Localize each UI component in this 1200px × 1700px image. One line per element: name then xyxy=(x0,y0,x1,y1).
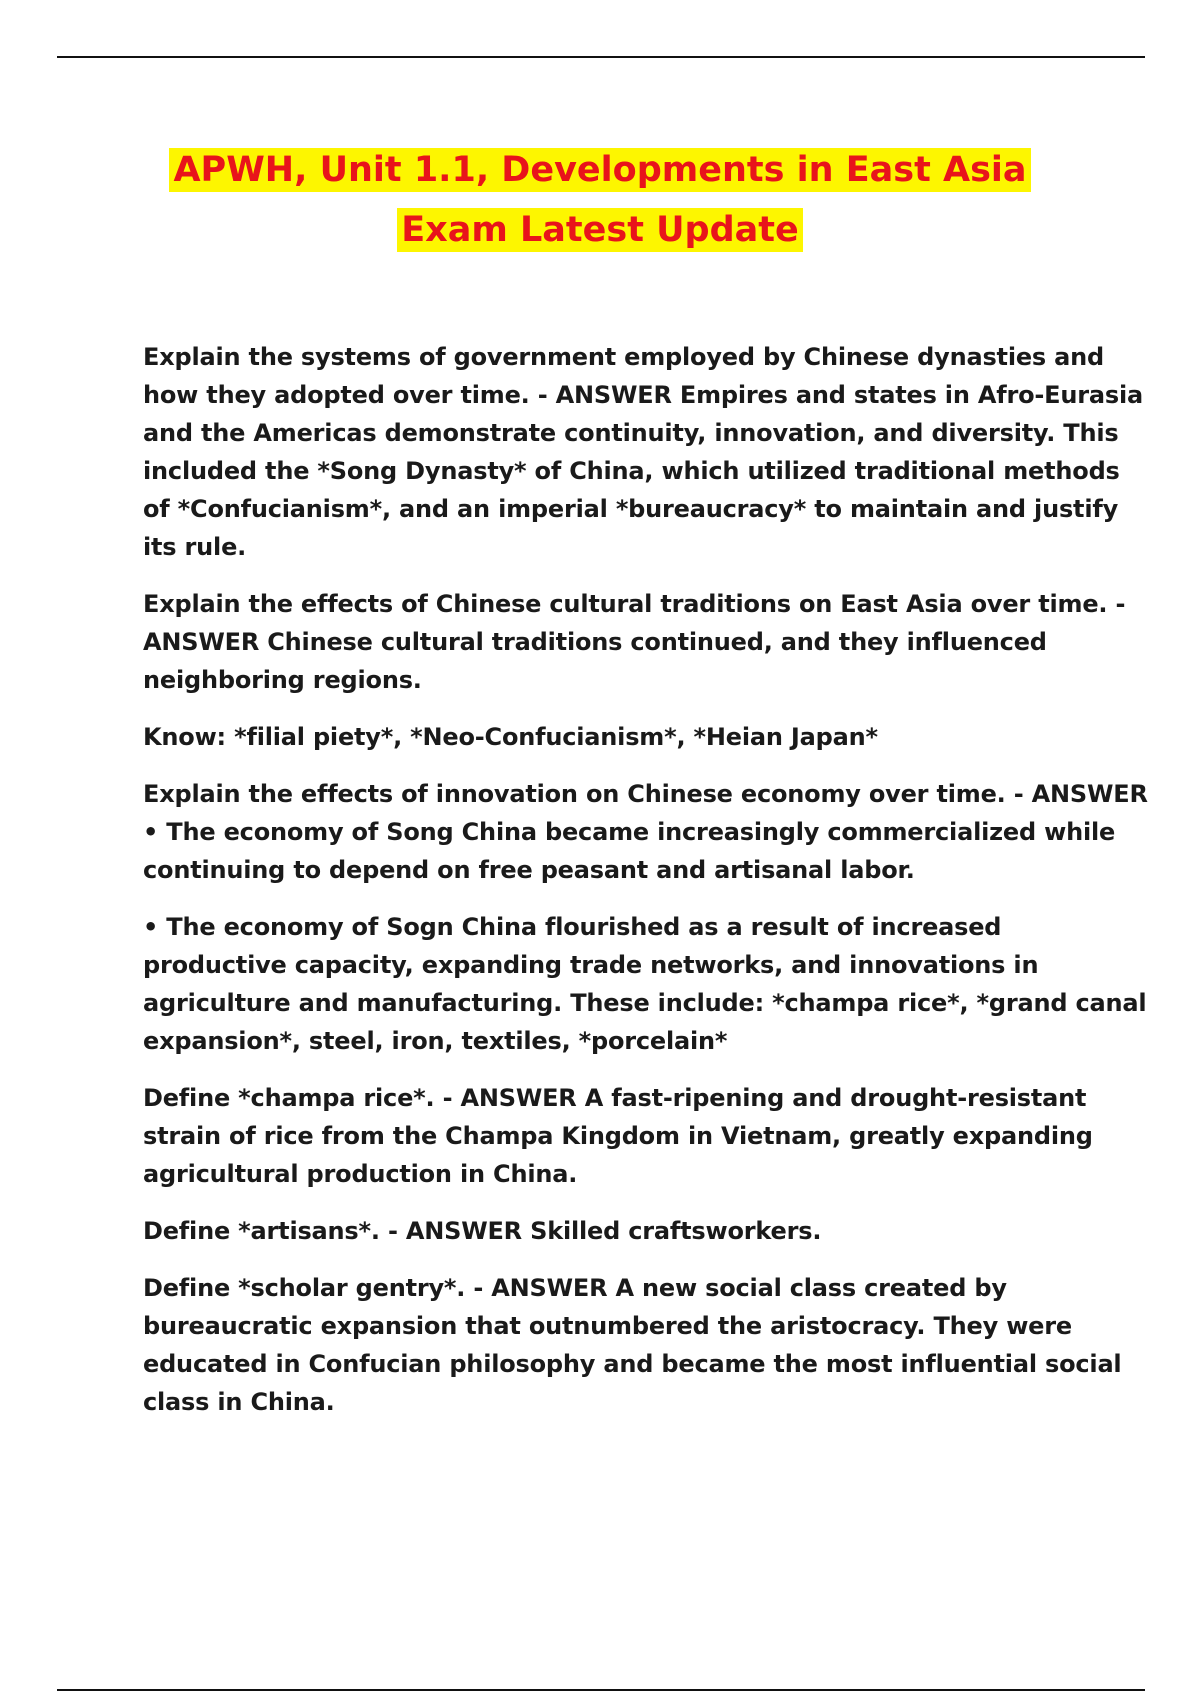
top-rule xyxy=(57,56,1145,58)
document-body xyxy=(143,338,1153,1440)
paragraph-artisans: Define *artisans*. - ANSWER Skilled craftsworkers. xyxy=(143,1217,822,1245)
title-line-2: Exam Latest Update xyxy=(397,208,803,252)
document-title xyxy=(0,140,1200,260)
paragraph-champa-rice: Define *champa rice*. - ANSWER A fast-ripening and drought-resistant strain of rice from the Champa Kingdom in Vietnam, greatly expanding agricultural production in China. xyxy=(143,1084,1093,1188)
paragraph-government: Explain the systems of government employed by Chinese dynasties and how they adopted over time. - ANSWER Empires and states in Afro-Eurasia and the Americas demonstrate continuity, innovation, and diversity. This included the *Song Dynasty* of China, which utilized traditional methods of *Confucianism*, and an imperial *bureaucracy* to maintain and justify its rule. xyxy=(143,343,1143,561)
paragraph-know-terms: Know: *filial piety*, *Neo-Confucianism*, *Heian Japan* xyxy=(143,723,878,751)
paragraph-scholar-gentry: Define *scholar gentry*. - ANSWER A new social class created by bureaucratic expansion that outnumbered the aristocracy. They were educated in Confucian philosophy and became the most influential social class in China. xyxy=(143,1274,1122,1416)
title-line-1: APWH, Unit 1.1, Developments in East Asia xyxy=(169,148,1030,192)
paragraph-song-economy: • The economy of Sogn China flourished as a result of increased productive capacity, expanding trade networks, and innovations in agriculture and manufacturing. These include: *champa rice*, *grand canal expansion*, steel, iron, textiles, *porcelain* xyxy=(143,913,1147,1055)
bottom-rule xyxy=(57,1689,1145,1691)
paragraph-innovation-economy: Explain the effects of innovation on Chinese economy over time. - ANSWER • The economy of Song China became increasingly commercialized while continuing to depend on free peasant and artisanal labor. xyxy=(143,780,1148,884)
paragraph-cultural-traditions: Explain the effects of Chinese cultural traditions on East Asia over time. - ANSWER Chinese cultural traditions continued, and they influenced neighboring regions. xyxy=(143,590,1126,694)
